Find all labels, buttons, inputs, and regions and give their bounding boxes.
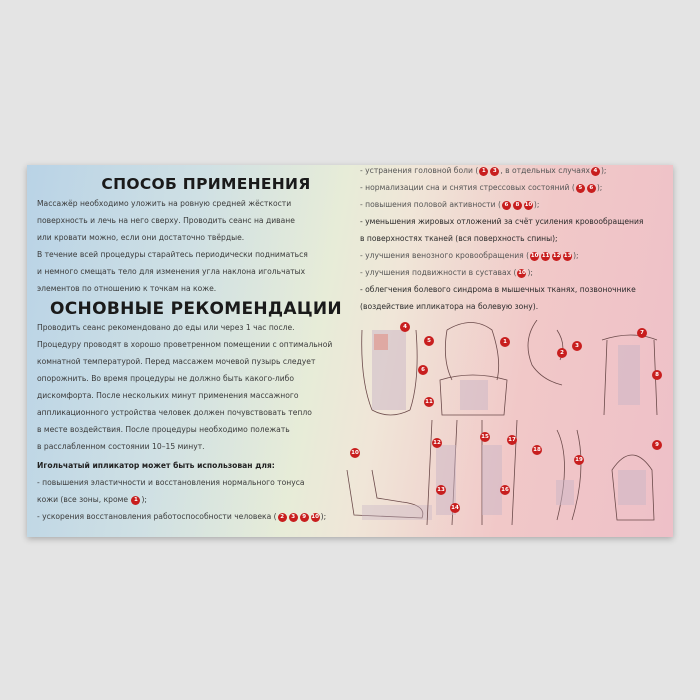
use-text: );: [527, 268, 533, 277]
zone-marker: 1: [500, 337, 510, 347]
body-figures-drawing: [332, 320, 667, 530]
zone-marker: 8: [652, 370, 662, 380]
zone-badge: 10: [518, 269, 526, 276]
uses-list-right: [360, 162, 670, 315]
use-text: - повышения половой активности (: [360, 200, 501, 209]
use-text: кожи (все зоны, кроме: [37, 495, 131, 504]
instruction-card: [27, 165, 673, 537]
use-item: [360, 179, 670, 196]
use-item: [360, 230, 670, 247]
zone-badge: 6: [502, 201, 511, 210]
use-item: [360, 298, 670, 315]
zone-marker: 2: [557, 348, 567, 358]
zone-marker: 3: [572, 341, 582, 351]
zone-marker: 7: [637, 328, 647, 338]
zone-marker: 13: [437, 487, 445, 493]
zone-badge: 5: [576, 184, 585, 193]
use-text: );: [141, 495, 147, 504]
text-line: в расслабленном состоянии 10–15 минут.: [37, 442, 205, 451]
text-line: дискомфорта. После нескольких минут применения массажного: [37, 391, 299, 400]
uses-heading: Игольчатый ипликатор может быть использован для:: [37, 461, 275, 470]
use-item: [37, 491, 355, 508]
use-text: (воздействие ипликатора на болевую зону).: [360, 302, 539, 311]
use-text: в поверхностях тканей (вся поверхность спины);: [360, 234, 558, 243]
use-text: - улучшения венозного кровообращения (: [360, 251, 530, 260]
legs-figure: [427, 420, 517, 525]
text-line: В течение всей процедуры старайтесь периодически подниматься: [37, 250, 308, 259]
zone-badge: 13: [563, 252, 572, 259]
zone-badge: 10: [530, 252, 539, 259]
use-item: [360, 162, 670, 179]
use-text: );: [600, 166, 607, 175]
use-text: );: [573, 251, 579, 260]
foot-figure: [347, 470, 432, 520]
back-figure-left: [362, 330, 417, 415]
text-line: элементов по отношению к точкам на коже.: [37, 284, 217, 293]
arm-figure: [556, 430, 581, 520]
text-line: опорожнить. Во время процедуры не должно быть какого-либо: [37, 374, 295, 383]
use-item: [360, 264, 670, 281]
zone-badge: 6: [587, 184, 596, 193]
zone-marker: 9: [652, 440, 662, 450]
zone-marker: 19: [575, 457, 583, 463]
zone-badge: 1: [479, 167, 488, 176]
text-line: или кровати можно, если они достаточно твёрдые.: [37, 233, 245, 242]
zone-badge: 3: [490, 167, 499, 176]
use-text: - улучшения подвижности в суставах (: [360, 268, 517, 277]
use-text: );: [533, 200, 540, 209]
zone-marker: 10: [351, 450, 359, 456]
zone-badge: 12: [552, 252, 561, 259]
zone-badge: 1: [131, 496, 140, 505]
text-line: поверхность и лечь на него сверху. Проводить сеанс на диване: [37, 216, 295, 225]
use-item: [37, 474, 355, 491]
use-text: );: [596, 183, 603, 192]
zone-marker: 11: [425, 399, 433, 405]
hand-figure: [612, 455, 654, 520]
use-item: [360, 213, 670, 230]
zone-marker: 5: [424, 336, 434, 346]
use-item: [360, 281, 670, 298]
zone-marker: 12: [433, 440, 441, 446]
section-title-usage: СПОСОБ ПРИМЕНЕНИЯ: [101, 175, 311, 193]
zone-badge: 3: [289, 513, 298, 522]
zone-marker: 17: [508, 437, 516, 443]
use-text: - нормализации сна и снятия стрессовых состояний (: [360, 183, 575, 192]
zone-badge: 11: [541, 252, 550, 259]
use-text: );: [320, 512, 327, 521]
hair-back-figure: [440, 323, 507, 416]
use-text: - облегчения болевого синдрома в мышечных тканях, позвоночнике: [360, 285, 636, 294]
text-line: Процедуру проводят в хорошо проветренном помещении с оптимальной: [37, 340, 333, 349]
section-title-recommendations: ОСНОВНЫЕ РЕКОМЕНДАЦИИ: [50, 299, 342, 319]
use-item: [360, 196, 670, 213]
use-item: [37, 508, 355, 525]
use-text: - уменьшения жировых отложений за счёт усиления кровообращения: [360, 217, 644, 226]
text-line: и немного смещать тело для изменения угла наклона игольчатых: [37, 267, 306, 276]
use-text: - ускорения восстановления работоспособности человека (: [37, 512, 277, 521]
zone-marker: 16: [501, 487, 509, 493]
zone-badge: 4: [591, 167, 600, 176]
zone-badge: 8: [513, 201, 522, 210]
zone-marker: 14: [451, 505, 459, 511]
zone-marker: 18: [533, 447, 541, 453]
text-line: аппликационного устройства человек должен почувствовать тепло: [37, 408, 312, 417]
zone-badge: 10: [524, 201, 533, 208]
zone-marker: 4: [400, 322, 410, 332]
body-zones-illustration: [332, 320, 667, 530]
use-item: [360, 247, 670, 264]
zone-marker: 6: [418, 365, 428, 375]
use-text: - устранения головной боли (: [360, 166, 479, 175]
zone-badge: 2: [278, 513, 287, 522]
usage-text: [37, 195, 355, 297]
zone-badge: 9: [300, 513, 309, 522]
zone-marker: 15: [481, 434, 489, 440]
zone-badge: 10: [311, 513, 319, 520]
use-text: - повышения эластичности и восстановления нормального тонуса: [37, 478, 305, 487]
use-text: , в отдельных случаях: [500, 166, 590, 175]
text-line: Массажёр необходимо уложить на ровную средней жёсткости: [37, 199, 292, 208]
uses-list-left: [37, 474, 355, 525]
chest-figure: [602, 335, 657, 415]
recommendations-text: [37, 319, 355, 455]
left-column: [37, 175, 355, 525]
text-line: комнатной температурой. Перед массажем мочевой пузырь следует: [37, 357, 316, 366]
text-line: Проводить сеанс рекомендовано до еды или через 1 час после.: [37, 323, 295, 332]
text-line: в месте воздействия. После процедуры необходимо полежать: [37, 425, 290, 434]
